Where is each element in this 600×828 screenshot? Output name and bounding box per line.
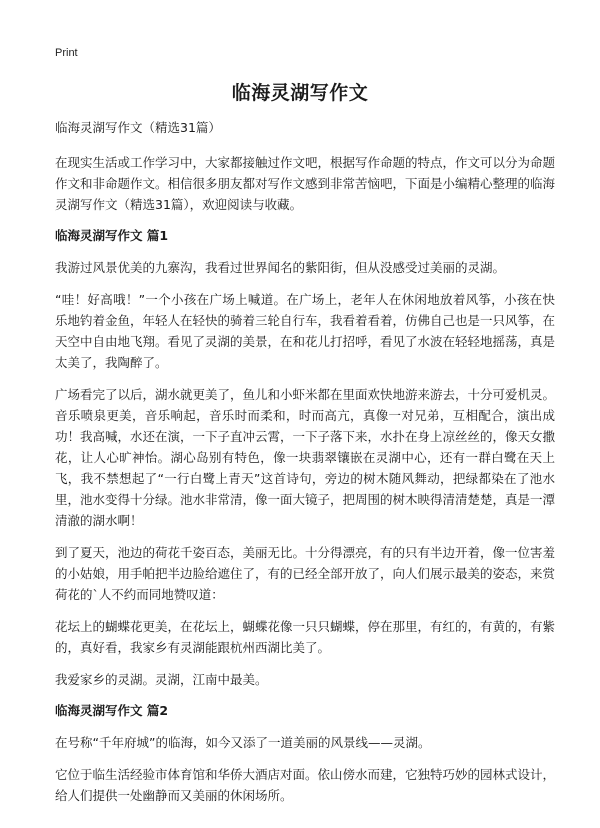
print-link[interactable]: Print	[55, 47, 78, 59]
page-title: 临海灵湖写作文	[231, 82, 369, 104]
section2-paragraph: 在号称“千年府城”的临海，如今又添了一道美丽的风景线——灵湖。	[55, 735, 431, 750]
intro-paragraph: 在现实生活或工作学习中，大家都接触过作文吧，根据写作命题的特点，作文可以分为命题作文和非命题作文。相信很多朋友都对写作文感到非常苦恼吧，下面是小编精心整理的临海灵湖写作文（精选31篇），欢迎阅读与收藏。	[55, 155, 556, 212]
section-heading-1: 临海灵湖写作文 篇1	[55, 228, 169, 243]
section1-paragraph: “哇！好高哦！”一个小孩在广场上喊道。在广场上，老年人在休闲地放着风筝，小孩在快乐地钓着金鱼，年轻人在轻快的骑着三轮自行车，我看着看着，仿佛自己也是一只风筝，在天空中自由地飞翔。看见了灵湖的美景，在和花儿打招呼，看见了水波在轻轻地摇荡，真是太美了，我陶醉了。	[55, 292, 556, 370]
article-subtitle: 临海灵湖写作文（精选31篇）	[55, 120, 221, 135]
article-body	[55, 118, 555, 817]
section1-paragraph: 我游过风景优美的九寨沟，我看过世界闻名的紫阳街，但从没感受过美丽的灵湖。	[55, 260, 506, 275]
section1-paragraph: 我爱家乡的灵湖。灵湖，江南中最美。	[55, 672, 268, 687]
section1-paragraph: 到了夏天，池边的荷花千姿百态，美丽无比。十分得漂亮，有的只有半边开着，像一位害羞的小姑娘，用手帕把半边脸给遮住了，有的已经全部开放了，向人们展示最美的姿态，来赏荷花的`人不约而同地赞叹道：	[55, 545, 556, 602]
section-heading-2: 临海灵湖写作文 篇2	[55, 703, 169, 718]
section2-paragraph: 它位于临生活经验市体育馆和华侨大酒店对面。依山傍水而建，它独特巧妙的园林式设计，给人们提供一处幽静而又美丽的休闲场所。	[55, 767, 556, 803]
section1-paragraph: 花坛上的蝴蝶花更美，在花坛上，蝴蝶花像一只只蝴蝶，停在那里，有红的，有黄的，有紫的，真好看，我家乡有灵湖能跟杭州西湖比美了。	[55, 619, 556, 655]
section1-paragraph: 广场看完了以后，湖水就更美了，鱼儿和小虾米都在里面欢快地游来游去，十分可爱机灵。音乐喷泉更美，音乐响起，音乐时而柔和，时而高亢，真像一对兄弟，互相配合，演出成功！我高喊，水还在演，一下子直冲云霄，一下子落下来，水扑在身上凉丝丝的，像天女撒花，让人心旷神怡。湖心岛别有特色，像一块翡翠镶嵌在灵湖中心，还有一群白鹭在天上飞，我不禁想起了“一行白鹭上青天”这首诗句，旁边的树木随风舞动，把绿都染在了池水里，池水变得十分绿。池水非常清，像一面大镜子，把周围的树木映得清清楚楚，真是一潭清澈的湖水啊！	[55, 387, 556, 528]
